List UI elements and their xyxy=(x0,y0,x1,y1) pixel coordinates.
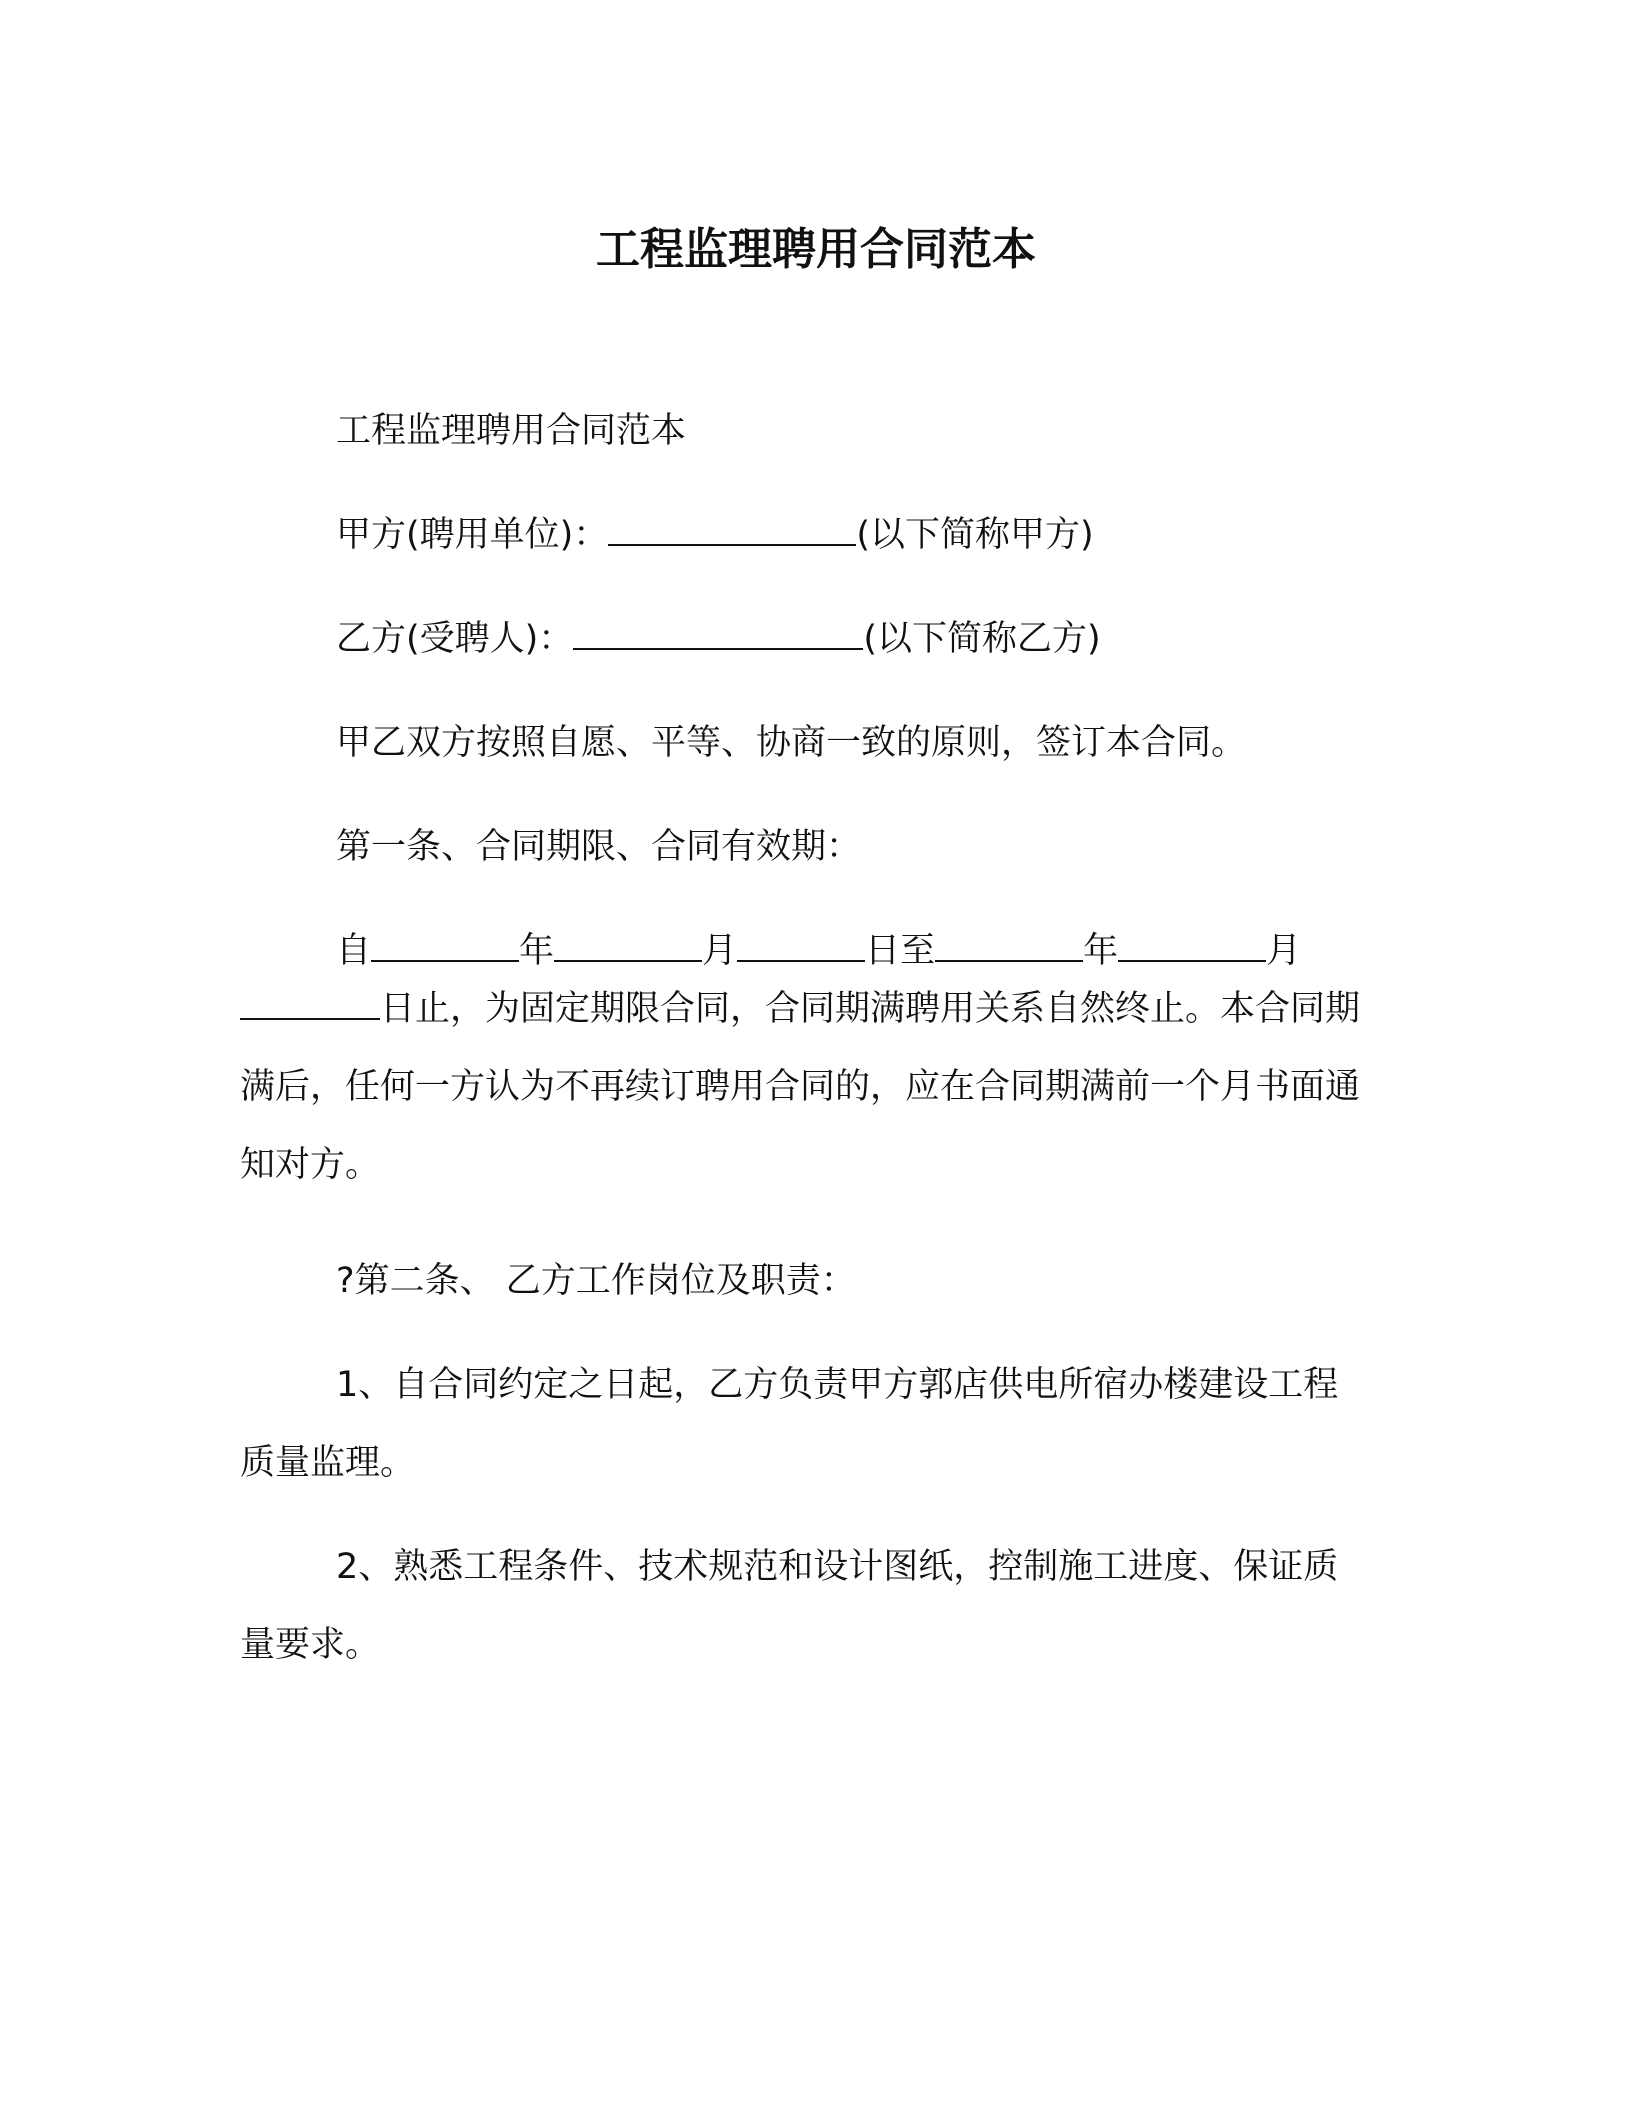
subtitle: 工程监理聘用合同范本 xyxy=(336,411,687,451)
article1-body xyxy=(240,970,1360,1204)
article2-section xyxy=(240,1242,1360,1684)
party-a-line xyxy=(240,496,1360,574)
date-word-day-to: 日至 xyxy=(865,931,936,971)
article2-item1: 1、自合同约定之日起，乙方负责甲方郭店供电所宿办楼建设工程质量监理。 xyxy=(240,1365,1339,1483)
date-word-year-2: 年 xyxy=(1083,931,1119,971)
start-month-blank xyxy=(554,932,702,962)
party-b-blank xyxy=(573,620,863,650)
end-month-blank xyxy=(1118,932,1266,962)
party-b-line xyxy=(240,600,1360,678)
article1-continuation xyxy=(240,970,1360,1204)
party-a-suffix: (以下简称甲方) xyxy=(856,515,1094,555)
party-b-label: 乙方(受聘人)： xyxy=(336,619,574,659)
start-year-blank xyxy=(371,932,519,962)
article2-item2: 2、熟悉工程条件、技术规范和设计图纸，控制施工进度、保证质量要求。 xyxy=(240,1547,1339,1665)
end-day-blank xyxy=(240,990,380,1020)
article2-heading: ?第二条、 乙方工作岗位及职责： xyxy=(336,1261,856,1301)
party-b-suffix: (以下简称乙方) xyxy=(863,619,1101,659)
intro-paragraph: 甲乙双方按照自愿、平等、协商一致的原则，签订本合同。 xyxy=(336,723,1247,763)
date-word-from: 自 xyxy=(336,931,372,971)
date-word-month-2: 月 xyxy=(1266,931,1302,971)
party-a-label: 甲方(聘用单位)： xyxy=(336,515,609,555)
document-body xyxy=(240,392,1360,1016)
date-word-month: 月 xyxy=(702,931,738,971)
end-year-blank xyxy=(935,932,1083,962)
start-day-blank xyxy=(737,932,865,962)
article1-heading: 第一条、合同期限、合同有效期： xyxy=(336,827,862,867)
party-a-blank xyxy=(608,516,856,546)
document-title: 工程监理聘用合同范本 xyxy=(596,224,1036,275)
article1-body-text: 日止，为固定期限合同，合同期满聘用关系自然终止。本合同期满后，任何一方认为不再续订聘用合同的，应在合同期满前一个月书面通知对方。 xyxy=(240,989,1361,1185)
date-word-year: 年 xyxy=(519,931,555,971)
